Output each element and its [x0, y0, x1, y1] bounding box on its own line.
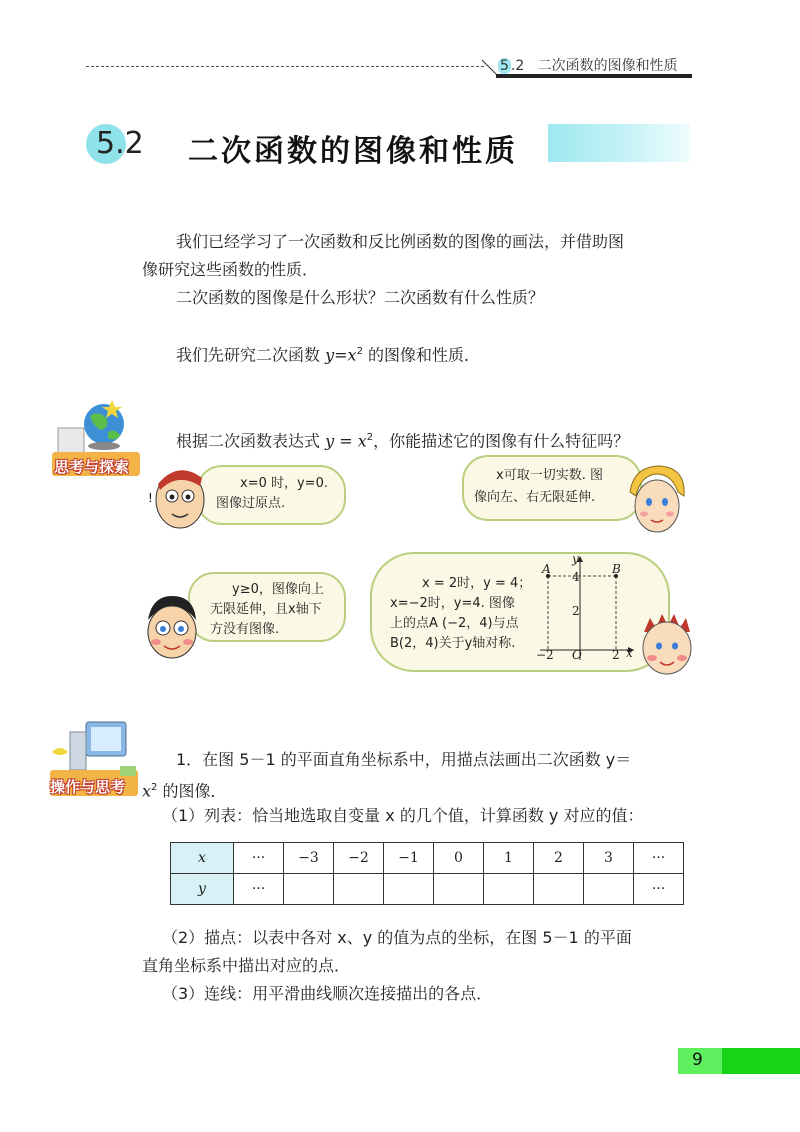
- bubble4-line3: 上的点A (−2，4)与点: [390, 616, 519, 631]
- header-section-num-rest: .2: [510, 58, 525, 74]
- intro-p3-sup: 2: [356, 346, 363, 357]
- value-table: [170, 842, 684, 905]
- header-title: 二次函数的图像和性质: [537, 58, 678, 74]
- intro-p3-post: 的图像和性质．: [362, 345, 481, 365]
- table-cell: [584, 874, 634, 905]
- section-title: 二次函数的图像和性质: [188, 134, 518, 169]
- graph-label-x: x: [626, 646, 633, 660]
- table-cell: [334, 874, 384, 905]
- table-header-y: y: [171, 874, 234, 905]
- operate-step2-line1: （2）描点：以表中各对 x、y 的值为点的坐标，在图 5－1 的平面: [162, 928, 632, 947]
- table-row-x: [171, 843, 684, 874]
- table-cell: 0: [434, 843, 484, 874]
- table-cell: ···: [634, 874, 684, 905]
- graph-tick-2x: 2: [612, 648, 620, 662]
- operate-think-badge: [46, 716, 138, 800]
- table-cell: [434, 874, 484, 905]
- graph-tick-neg2: −2: [536, 648, 554, 662]
- operate-step3: （3）连线：用平滑曲线顺次连接描出的各点．: [162, 984, 493, 1003]
- table-header-x: x: [171, 843, 234, 874]
- header-section-num: 5: [500, 58, 509, 74]
- section-title-band: [548, 124, 690, 162]
- table-cell: 3: [584, 843, 634, 874]
- operate-task-line2: [142, 774, 227, 805]
- table-cell: ···: [234, 843, 284, 874]
- cartoon-girl-face: [624, 462, 690, 538]
- table-cell: [484, 874, 534, 905]
- section-number-rest: .2: [115, 126, 144, 161]
- table-cell: 1: [484, 843, 534, 874]
- operate-task-line2-sup: 2: [151, 782, 158, 793]
- cartoon-boy-face-2: [140, 590, 202, 664]
- think-question-post: ，你能描述它的图像有什么特征吗？: [373, 431, 630, 451]
- table-cell: ···: [634, 843, 684, 874]
- graph-tick-4: 4: [572, 570, 580, 584]
- think-question: [176, 424, 629, 455]
- intro-p1-line1: 我们已经学习了一次函数和反比例函数的图像的画法，并借助图: [176, 232, 625, 251]
- bubble4-line2: x=−2时，y=4. 图像: [390, 596, 515, 611]
- bubble4-line4: B(2，4)关于y轴对称.: [390, 636, 516, 651]
- think-question-sup: 2: [366, 432, 374, 443]
- cartoon-boy-face-3: [636, 606, 698, 678]
- graph-tick-2y: 2: [572, 604, 580, 618]
- table-cell: [284, 874, 334, 905]
- table-cell: [534, 874, 584, 905]
- table-cell: 2: [534, 843, 584, 874]
- think-explore-label: 思考与探索: [54, 458, 130, 476]
- intro-p3-pre: 我们先研究二次函数: [176, 345, 326, 365]
- think-question-math: y = x: [325, 431, 367, 451]
- intro-p3: [176, 338, 480, 369]
- table-cell: [384, 874, 434, 905]
- intro-p3-math: y=x: [325, 345, 357, 365]
- svg-text:!: !: [148, 491, 153, 505]
- table-cell: ···: [234, 874, 284, 905]
- intro-p1-line2: 像研究这些函数的性质．: [142, 260, 319, 279]
- bubble1-line1: x=0 时，y=0.: [240, 476, 328, 491]
- operate-task-line2-post: 的图像．: [157, 781, 227, 801]
- think-question-pre: 根据二次函数表达式: [176, 431, 326, 451]
- header-dashed-rule: [86, 66, 484, 67]
- think-explore-badge: [48, 398, 140, 480]
- graph-origin: O: [572, 648, 582, 662]
- operate-think-label: 操作与思考: [50, 778, 126, 796]
- intro-p2: 二次函数的图像是什么形状？二次函数有什么性质？: [176, 288, 545, 307]
- operate-step1: （1）列表：恰当地选取自变量 x 的几个值，计算函数 y 对应的值：: [162, 806, 644, 825]
- header-bar: [496, 74, 692, 78]
- graph-label-y: y: [572, 552, 579, 566]
- bubble3-line2: 无限延伸，且x轴下: [210, 602, 322, 617]
- section-number-main: 5: [96, 126, 116, 161]
- page-number-bar: [722, 1048, 800, 1074]
- table-cell: −2: [334, 843, 384, 874]
- bubble4-line1: x = 2时，y = 4；: [422, 576, 532, 591]
- graph-label-B: B: [612, 562, 621, 576]
- running-header: [498, 55, 678, 75]
- cartoon-boy-face-1: [148, 458, 208, 532]
- operate-task-line2-math: x: [142, 781, 152, 801]
- table-cell: −3: [284, 843, 334, 874]
- table-row-y: [171, 874, 684, 905]
- section-number: [96, 126, 144, 161]
- table-cell: −1: [384, 843, 434, 874]
- bubble3-line1: y≥0，图像向上: [232, 582, 324, 597]
- graph-label-A: A: [542, 562, 551, 576]
- bubble2-line1: x可取一切实数. 图: [496, 468, 603, 483]
- operate-step2-line2: 直角坐标系中描出对应的点．: [142, 956, 351, 975]
- operate-task-line1: 1．在图 5－1 的平面直角坐标系中，用描点法画出二次函数 y＝: [176, 750, 632, 769]
- page-number: 9: [692, 1050, 703, 1070]
- bubble2-line2: 像向左、右无限延伸.: [474, 490, 596, 505]
- bubble1-line2: 图像过原点.: [216, 496, 286, 511]
- bubble3-line3: 方没有图像.: [210, 622, 280, 637]
